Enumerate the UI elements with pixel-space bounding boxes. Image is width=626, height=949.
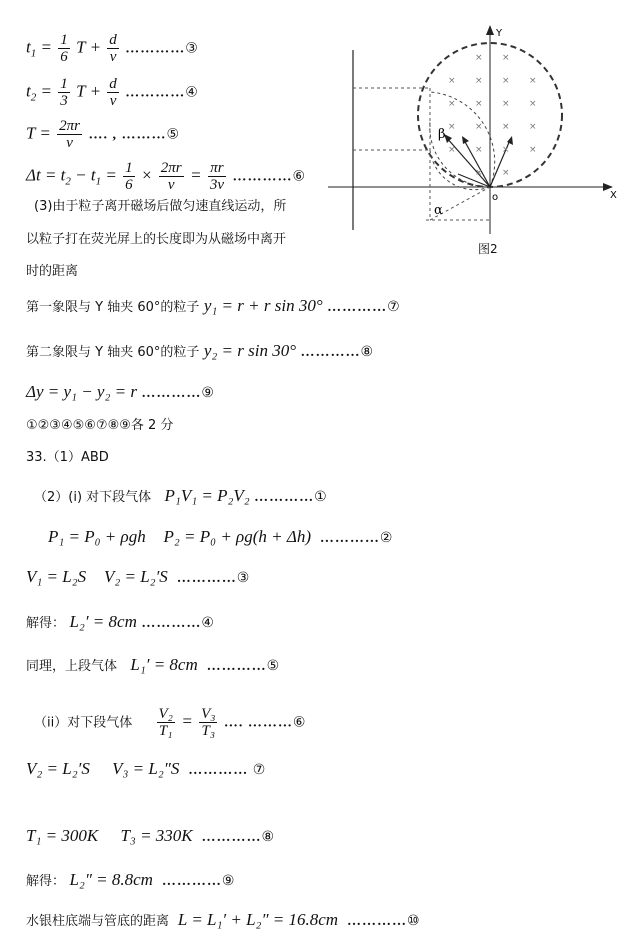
equation-33-9: 解得： L₂″ = 8.8cm …………⑨ <box>26 870 235 889</box>
equation-33-7: V₂ = L₂′S V₃ = L₂″S ………… ⑦ <box>26 759 266 778</box>
x-axis-label: X <box>610 190 617 201</box>
equation-33-8: T₁ = 300K T₃ = 330K …………⑧ <box>26 826 275 845</box>
equation-33-2: P₁ = P₀ + ρgh P₂ = P₀ + ρg(h + Δh) …………② <box>48 527 393 546</box>
field-marker: × <box>475 145 483 155</box>
field-marker: × <box>529 145 537 155</box>
equation-33-3: V₁ = L₂S V₂ = L₂′S …………③ <box>26 567 250 586</box>
field-marker: × <box>502 122 510 132</box>
field-marker: × <box>475 76 483 86</box>
equation-33-4: 解得： L₂′ = 8cm …………④ <box>26 612 214 631</box>
beta-label: β <box>438 127 446 142</box>
y-axis-arrow <box>486 25 494 35</box>
equation-7: 第一象限与 Y 轴夹 60°的粒子 y₁ = r + r sin 30° …………⑦ <box>26 296 400 315</box>
fraction: $\frac{d}{v}$ <box>109 32 117 65</box>
field-marker: × <box>448 145 456 155</box>
field-marker: × <box>502 76 510 86</box>
field-marker: × <box>502 145 510 155</box>
field-marker: × <box>475 168 483 178</box>
equation-33-10: 水银柱底端与管底的距离 L = L₁′ + L₂″ = 16.8cm …………⑩ <box>26 910 420 929</box>
field-marker: × <box>502 53 510 63</box>
equation-33-6: （ii）对下段气体 $\frac{\text{V₂}}{\text{T₁}}$ = $\frac{\text{V₃}}{\text{T₃}}$ …. ………⑥ <box>34 706 306 739</box>
figure-caption: 图2 <box>478 242 498 256</box>
equation-4: $t_2$ = $\frac{1}{3}$ T + $\frac{d}{v}$ …………④ <box>26 76 198 109</box>
field-marker: × <box>529 76 537 86</box>
alpha-label: α <box>434 203 443 218</box>
equation-8: 第二象限与 Y 轴夹 60°的粒子 y₂ = r sin 30° …………⑧ <box>26 341 374 360</box>
equation-33-5: 同理，上段气体 L₁′ = 8cm …………⑤ <box>26 655 280 674</box>
field-marker: × <box>502 168 510 178</box>
fraction: $\frac{1}{6}$ <box>60 32 68 65</box>
equation-5: T = $\frac{2\pi r}{v}$ …. , ………⑤ <box>26 118 179 151</box>
y-axis-label: Y <box>496 28 503 39</box>
field-marker: × <box>448 122 456 132</box>
field-marker: × <box>475 122 483 132</box>
para3-line2: 以粒子打在荧光屏上的长度即为从磁场中离开 <box>26 232 287 247</box>
field-marker: × <box>448 76 456 86</box>
score-note: ①②③④⑤⑥⑦⑧⑨各 2 分 <box>26 418 174 433</box>
field-marker: × <box>529 122 537 132</box>
para3-line1: (3)由于粒子离开磁场后做匀速直线运动，所 <box>34 199 287 214</box>
para3-line3: 时的距离 <box>26 264 79 279</box>
equation-33-1: （2）(i) 对下段气体 P₁V₁ = P₂V₂ …………① <box>34 486 327 505</box>
field-marker: × <box>475 99 483 109</box>
equation-6: $\Delta t = t_2 - t_1$ = $\frac{1}{6}$ × $\frac{2\pi r}{v}$ = $\frac{\pi r}{3v}$ …………⑥ <box>26 160 306 193</box>
equation-9: Δy = y₁ − y₂ = r …………⑨ <box>26 382 214 401</box>
velocity-arrow-4 <box>458 174 490 187</box>
field-marker: × <box>448 99 456 109</box>
equation-3: $t_1$ = $\frac{1}{6}$ T + $\frac{d}{v}$ …………③ <box>26 32 198 65</box>
field-marker: × <box>529 99 537 109</box>
field-marker: × <box>475 53 483 63</box>
figure-2-diagram <box>326 22 622 237</box>
origin-label: o <box>492 192 499 203</box>
field-markers <box>448 53 537 178</box>
field-marker: × <box>502 99 510 109</box>
question-33-heading: 33.（1）ABD <box>26 450 109 465</box>
